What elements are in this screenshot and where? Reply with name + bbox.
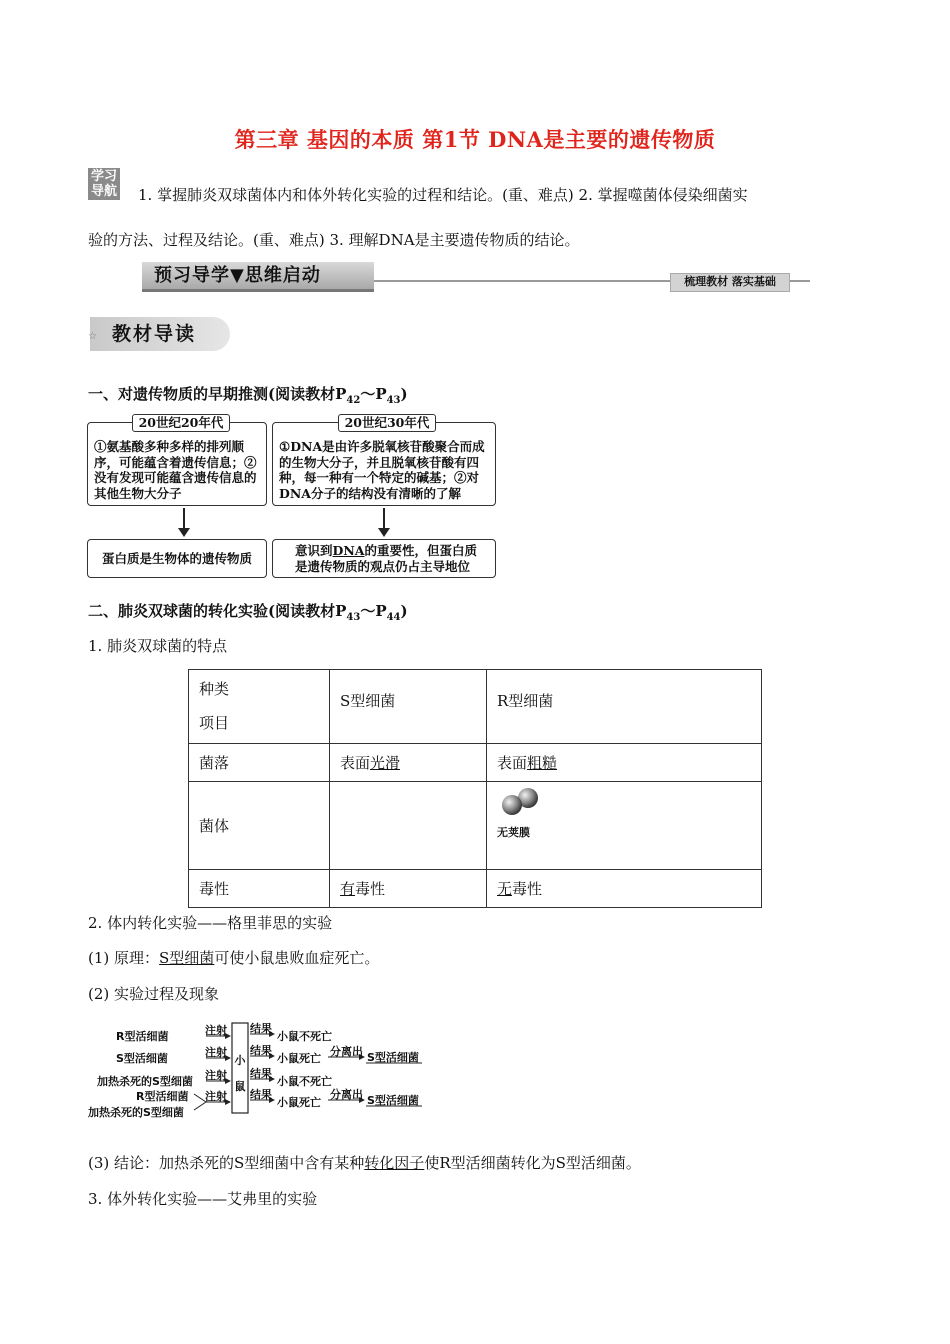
colony-s-prefix: 表面 [340,754,371,772]
section-tag-label: 教材导读 [112,323,197,345]
era1-label: 20世纪20年代 [132,414,230,432]
label-dead-2: 小鼠死亡 [277,1096,321,1109]
page-title: 第三章 基因的本质 第1节 DNA是主要的遗传物质 [234,127,716,152]
label-dead-1: 小鼠死亡 [277,1052,321,1065]
part1-page-end: 43 [386,395,401,406]
objectives-line1: 1. 掌握肺炎双球菌体内和体外转化实验的过程和结论。(重、难点) 2. 掌握噬菌体侵染细菌实 [138,186,748,204]
conclusion-answer: 转化因子 [364,1154,425,1172]
label-isolate-1: 分离出 [330,1045,363,1058]
era2-arrow-icon [378,528,390,537]
conclusion-suffix: 使R型活细菌转化为S型活细菌。 [424,1154,641,1172]
label-mix-s: 加热杀死的S型细菌 [88,1106,184,1119]
table-header-corner [189,670,330,744]
era1-arrow-line [183,508,185,529]
row-body-r [487,782,762,870]
label-heated-s: 加热杀死的S型细菌 [97,1075,193,1088]
header-r-type: R型细菌 [487,670,762,744]
header-s-type: S型细菌 [330,670,487,744]
banner-right-label: 梳理教材 落实基础 [670,273,790,292]
era2-result-a: 意识到 [295,543,333,558]
label-inject-4: 注射 [205,1090,227,1103]
part1-heading [88,384,408,411]
label-mix-r: R型活细菌 [136,1090,189,1103]
conclusion-line [88,1153,641,1173]
row-body-label: 菌体 [189,782,330,870]
star-icon: ☆ [88,331,97,342]
part2-heading-sep: ～P [360,602,387,620]
table-row [189,870,762,908]
principle-suffix: 可使小鼠患败血症死亡。 [214,949,380,967]
part1-heading-sep: ～P [360,385,387,403]
label-result-4: 结果 [250,1088,272,1101]
badge-line2: 导航 [90,184,117,199]
label-inject-3: 注射 [205,1069,227,1082]
label-result-3: 结果 [250,1067,272,1080]
label-isolate-2: 分离出 [330,1088,363,1101]
era2-result-b: 的重要性，但蛋白质是遗传物质的观点仍占主导地位 [295,543,477,574]
part2-page-end: 44 [386,612,401,623]
part1-page-start: 42 [346,395,361,406]
part2-page-start: 43 [346,612,361,623]
toxicity-r-suffix: 毒性 [512,880,543,898]
table-row [189,744,762,782]
row-toxicity-label: 毒性 [189,870,330,908]
label-result-2: 结果 [250,1044,272,1057]
item2-label: 2. 体内转化实验——格里菲思的实验 [88,914,333,932]
characteristics-table [188,669,762,908]
item3-label: 3. 体外转化实验——艾弗里的实验 [88,1190,318,1208]
label-s-live: S型活细菌 [116,1052,168,1065]
objectives-line2: 验的方法、过程及结论。(重、难点) 3. 理解DNA是主要遗传物质的结论。 [88,231,580,249]
griffith-diagram [88,1018,438,1122]
row-toxicity-r [487,870,762,908]
r-bacteria-icon [497,786,543,818]
part1-heading-text: 一、对遗传物质的早期推测(阅读教材P [88,385,347,403]
learning-nav-badge [88,168,120,200]
colony-r-answer: 粗糙 [527,754,558,772]
badge-line1: 学习 [90,169,117,184]
toxicity-s-suffix: 毒性 [355,880,386,898]
label-alive-1: 小鼠不死亡 [277,1030,332,1043]
toxicity-s-answer: 有 [340,880,356,898]
era2-arrow-line [383,508,385,529]
label-inject-1: 注射 [205,1024,227,1037]
row-colony-label: 菌落 [189,744,330,782]
principle-prefix: (1) 原理： [88,949,160,967]
label-s-found-1: S型活细菌 [367,1051,419,1064]
table-row [189,670,762,744]
label-r-live: R型活细菌 [116,1030,169,1043]
toxicity-r-answer: 无 [497,880,513,898]
principle-answer: S型细菌 [159,949,215,967]
era1-arrow-icon [178,528,190,537]
part2-heading-text: 二、肺炎双球菌的转化实验(阅读教材P [88,602,347,620]
era1-box: ①氨基酸多种多样的排列顺序，可能蕴含着遗传信息；②没有发现可能蕴含遗传信息的其他生物大分子 [87,422,267,506]
header-bottom: 项目 [199,714,230,732]
label-s-found-2: S型活细菌 [367,1094,419,1107]
era2-result-dna: DNA [332,543,365,558]
row-colony-s [330,744,487,782]
process-label: (2) 实验过程及现象 [88,985,220,1003]
row-toxicity-s [330,870,487,908]
label-alive-2: 小鼠不死亡 [277,1075,332,1088]
label-mouse: 小鼠 [234,1054,246,1093]
preview-banner: 预习导学▼思维启动 [142,262,374,292]
principle-line [88,948,379,968]
conclusion-prefix: (3) 结论：加热杀死的S型细菌中含有某种 [88,1154,365,1172]
era1-result-box: 蛋白质是生物体的遗传物质 [87,539,267,578]
table-row [189,782,762,870]
part1-heading-close: ) [400,385,408,403]
row-colony-r [487,744,762,782]
era2-result-box [272,539,496,578]
section-tag [90,317,230,351]
label-inject-2: 注射 [205,1046,227,1059]
label-result-1: 结果 [250,1022,272,1035]
row-body-s [330,782,487,870]
era2-box: ①DNA是由许多脱氧核苷酸聚合而成的生物大分子，并且脱氧核苷酸有四种，每一种有一个特定的碱基；②对DNA分子的结构没有清晰的了解 [272,422,496,506]
part2-heading-close: ) [400,602,408,620]
item1-label: 1. 肺炎双球菌的特点 [88,637,228,655]
part2-heading [88,601,408,628]
era2-label: 20世纪30年代 [338,414,436,432]
r-bacteria-caption: 无荚膜 [497,826,530,839]
colony-r-prefix: 表面 [497,754,528,772]
colony-s-answer: 光滑 [370,754,401,772]
header-top: 种类 [199,680,230,698]
